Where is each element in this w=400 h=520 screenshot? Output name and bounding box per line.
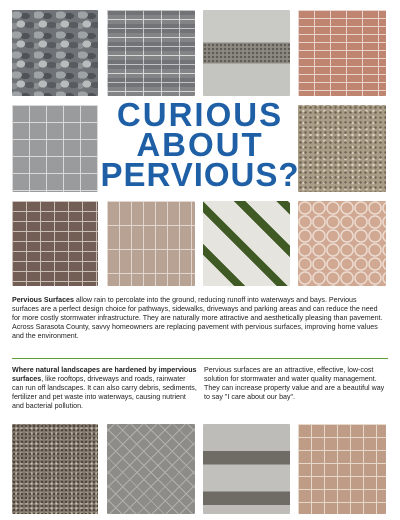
tan-tile-pavers-photo bbox=[298, 424, 386, 514]
headline-line-2: ABOUT bbox=[136, 126, 264, 163]
right-column-body: Pervious surfaces are an attractive, effective, low-cost solution for stormwater and water quality management. They can increase property value and are a beautiful way to say "I care about our bay". bbox=[204, 366, 385, 401]
left-column-paragraph bbox=[12, 366, 198, 411]
red-brick-pavers-photo bbox=[298, 10, 386, 96]
pea-gravel-photo bbox=[298, 105, 386, 192]
headline-line-3: PERVIOUS? bbox=[100, 156, 300, 193]
concrete-slabs-with-gravel-photo bbox=[203, 10, 290, 96]
gray-brick-pavers-photo bbox=[107, 10, 195, 96]
crushed-gravel-photo bbox=[12, 424, 98, 514]
stone-block-pavers-photo bbox=[12, 201, 98, 286]
gray-pebbles-photo bbox=[12, 10, 98, 96]
intro-lead: Pervious Surfaces bbox=[12, 296, 74, 304]
herringbone-pavers-photo bbox=[107, 424, 195, 514]
tan-brick-pavers-photo bbox=[107, 201, 195, 286]
left-column-lead: Where natural landscapes are hardened by impervious surfaces bbox=[12, 366, 197, 383]
grass-paver-slabs-photo bbox=[203, 201, 290, 286]
right-column-paragraph bbox=[204, 366, 386, 402]
section-divider bbox=[12, 358, 388, 359]
intro-paragraph bbox=[12, 296, 384, 341]
left-column-body: , like rooftops, driveways and roads, rainwater can run off landscapes. It can also carry debris, sediments, fertilizer and pet waste into waterways, causing nutrient and bacterial pollution. bbox=[12, 375, 197, 410]
gray-square-pavers-photo bbox=[12, 105, 98, 192]
slab-and-gravel-strips-photo bbox=[203, 424, 290, 514]
headline-line-1: CURIOUS bbox=[116, 96, 284, 133]
headline bbox=[97, 96, 303, 200]
hexagonal-pavers-photo bbox=[298, 201, 386, 286]
intro-body: allow rain to percolate into the ground, reducing runoff into waterways and bays. Pervious surfaces are a perfect design choice for pathways, sidewalks, driveways and parking areas and can reduce the need for more costly stormwater infrastructure. They are naturally more attractive and aesthetically pleasing than pavement. Across Sarasota County, savvy homeowners are replacing pavement with pervious surfaces, improving home values and the environment. bbox=[12, 296, 383, 340]
